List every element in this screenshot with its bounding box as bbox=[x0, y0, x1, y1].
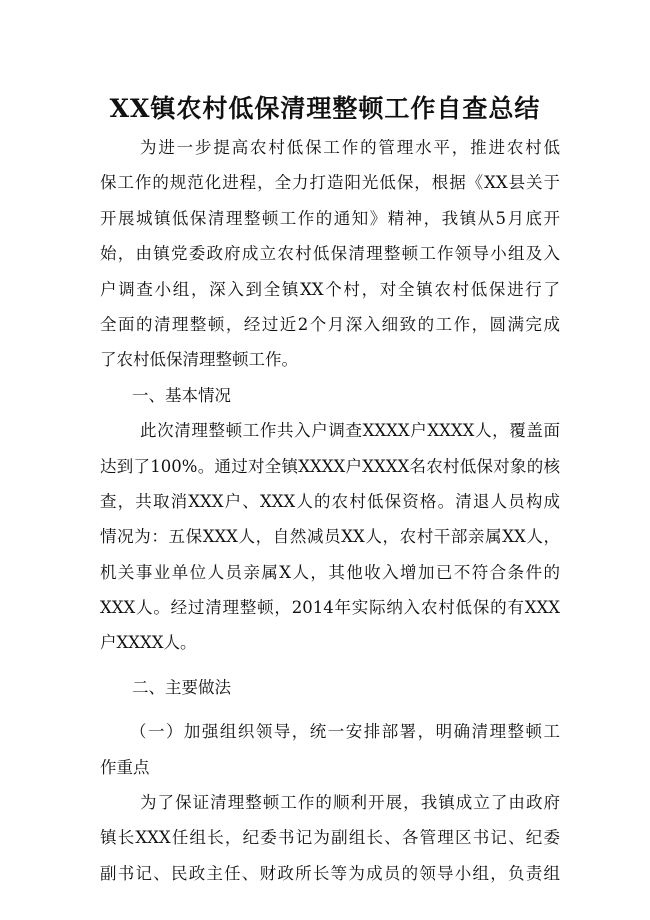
paragraph-line: 机关事业单位人员亲属X人，其他收入增加已不符合条件的 bbox=[100, 562, 560, 582]
section-spacer bbox=[100, 661, 560, 670]
paragraph-line: 全面的清理整顿，经过近2个月深入细致的工作，圆满完成 bbox=[100, 314, 560, 334]
section-heading: 一、基本情况 bbox=[132, 385, 231, 405]
paragraph-line: 了农村低保清理整顿工作。 bbox=[100, 350, 298, 370]
paragraph-line: 查，共取消XXX户、XXX人的农村低保资格。清退人员构成 bbox=[100, 491, 560, 511]
document-title: XX镇农村低保清理整顿工作自查总结 bbox=[109, 94, 541, 123]
paragraph-line: 开展城镇低保清理整顿工作的通知》精神，我镇从5月底开 bbox=[100, 208, 560, 228]
paragraph-line: 副书记、民政主任、财政所长等为成员的领导小组，负责组 bbox=[100, 863, 560, 883]
document-body bbox=[100, 130, 560, 891]
section-spacer bbox=[100, 705, 560, 714]
paragraph-line: XXX人。经过清理整顿，2014年实际纳入农村低保的有XXX bbox=[100, 598, 560, 618]
paragraph-line: 情况为：五保XXX人，自然减员XX人，农村干部亲属XX人， bbox=[100, 527, 560, 547]
paragraph-line: 始，由镇党委政府成立农村低保清理整顿工作领导小组及入 bbox=[100, 244, 560, 264]
paragraph-line: 户XXXX人。 bbox=[100, 633, 197, 653]
subsection-heading-line: （一）加强组织领导，统一安排部署，明确清理整顿工 bbox=[130, 722, 560, 742]
paragraph-line: 此次清理整顿工作共入户调查XXXX户XXXX人，覆盖面 bbox=[140, 421, 560, 441]
paragraph-line: 为进一步提高农村低保工作的管理水平，推进农村低 bbox=[140, 138, 560, 157]
subsection-heading-line: 作重点 bbox=[100, 757, 150, 777]
paragraph-line: 为了保证清理整顿工作的顺利开展，我镇成立了由政府 bbox=[140, 793, 560, 813]
paragraph-line: 镇长XXX任组长，纪委书记为副组长、各管理区书记、纪委 bbox=[100, 828, 560, 848]
paragraph-line: 保工作的规范化进程，全力打造阳光低保，根据《XX县关于 bbox=[100, 173, 560, 193]
section-heading: 二、主要做法 bbox=[132, 677, 231, 697]
paragraph-line: 达到了100%。通过对全镇XXXX户XXXX名农村低保对象的核 bbox=[100, 456, 560, 476]
paragraph-line: 户调查小组，深入到全镇XX个村，对全镇农村低保进行了 bbox=[100, 279, 560, 299]
